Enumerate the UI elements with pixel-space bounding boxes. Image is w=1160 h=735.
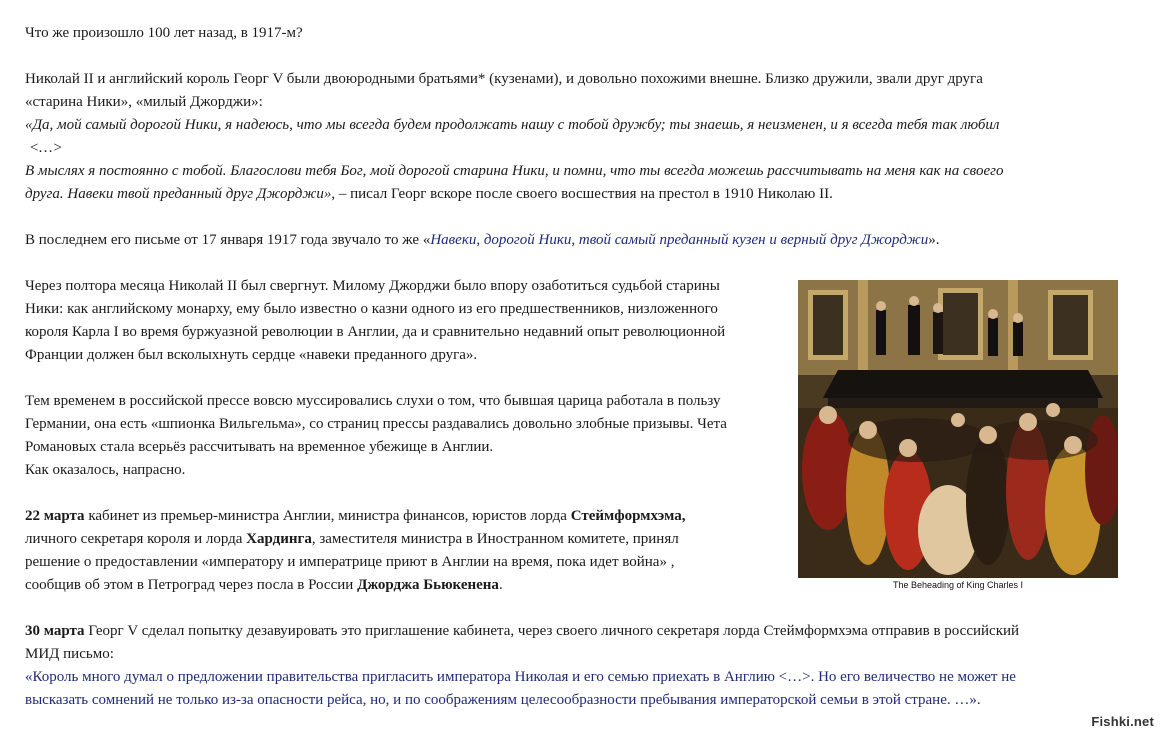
painting-image xyxy=(798,280,1118,578)
paragraph-press: Тем временем в российской прессе вовсю муссировались слухи о том, что бывшая царица работала в пользу Германии, она есть «шпионка Вильгельма», со страниц прессы раздавались довольно злобные призывы. Чета Романовых стала всерьёз рассчитывать на временное убежище в Англии. Как оказалось, напрасно. xyxy=(25,393,727,478)
paragraph-cousins: Николай II и английский король Георг V были двоюродными братьями* (кузенами), и довольно похожими внешне. Близко дружили, звали друг друга «старина Ники», «милый Джорджи»: «Да, мой самый дорогой Ники, я надеюсь, что мы всегда будем продолжать нашу с тобой дружбу; ты знаешь, я неизменен, и я всегда тебя так любил <…> В мыслях я постоянно с тобой. Благослови тебя Бог, мой дорогой старина Ники, и помни, что ты всегда можешь рассчитывать на меня как на своего друга. Навеки твой преданный друг Джорджи», – писал Георг вскоре после своего восшествия на престол в 1910 Николаю II. xyxy=(25,71,1004,202)
date-march-30: 30 марта xyxy=(25,623,85,639)
paragraph-march-22: 22 марта кабинет из премьер-министра Англии, министра финансов, юристов лорда Стеймформхэма, личного секретаря короля и лорда Хардинга, заместителя министра в Иностранном комитете, принял решение о предоставлении «императору и императрице приют в Англии на время, пока идет война» , сообщив об этом в Петроград через посла в России Джорджа Бьюкенена. xyxy=(25,508,686,593)
beheading-painting xyxy=(798,280,1118,578)
paragraph-last-letter: В последнем его письме от 17 января 1917 года звучало то же «Навеки, дорогой Ники, твой самый преданный кузен и верный друг Джорджи». xyxy=(25,232,940,248)
paragraph-overthrow: Через полтора месяца Николай II был свергнут. Милому Джорджи было впору озаботиться судьбой старины Ники: как английскому монарху, ему было известно о казни одного из его предшественников, низложенного короля Карла I во время буржуазной революции в Англии, да и сравнительно недавний опыт революционной Франции должен был всколыхнуть сердце «навеки преданного друга». xyxy=(25,278,726,363)
king-letter-quote: «Король много думал о предложении правительства пригласить императора Николая и его семью приехать в Англию <…>. Но его величество не может не xyxy=(25,669,1016,685)
paragraph-intro: Что же произошло 100 лет назад, в 1917-м? xyxy=(25,25,303,41)
letter-quote: «Да, мой самый дорогой Ники, я надеюсь, что мы всегда будем продолжать нашу с тобой дружбу; ты знаешь, я неизменен, и я всегда тебя так любил xyxy=(25,117,1000,133)
painting-caption: The Beheading of King Charles I xyxy=(892,580,1024,590)
date-march-22: 22 марта xyxy=(25,508,85,524)
fishki-logo: Fishki.net xyxy=(1091,714,1154,729)
paragraph-march-30: 30 марта Георг V сделал попытку дезавуировать это приглашение кабинета, через своего личного секретаря лорда Стеймформхэма отправив в российский МИД письмо: «Король много думал о предложении правительства пригласить императора Николая и его семью приехать в Англию <…>. Но его величество не может не высказать сомнений не только из-за опасности рейса, но, и по соображениям целесообразности пребывания императорской семьи в этой стране. …». xyxy=(25,620,1137,712)
last-letter-quote: Навеки, дорогой Ники, твой самый преданный кузен и верный друг Джорджи xyxy=(430,232,929,248)
